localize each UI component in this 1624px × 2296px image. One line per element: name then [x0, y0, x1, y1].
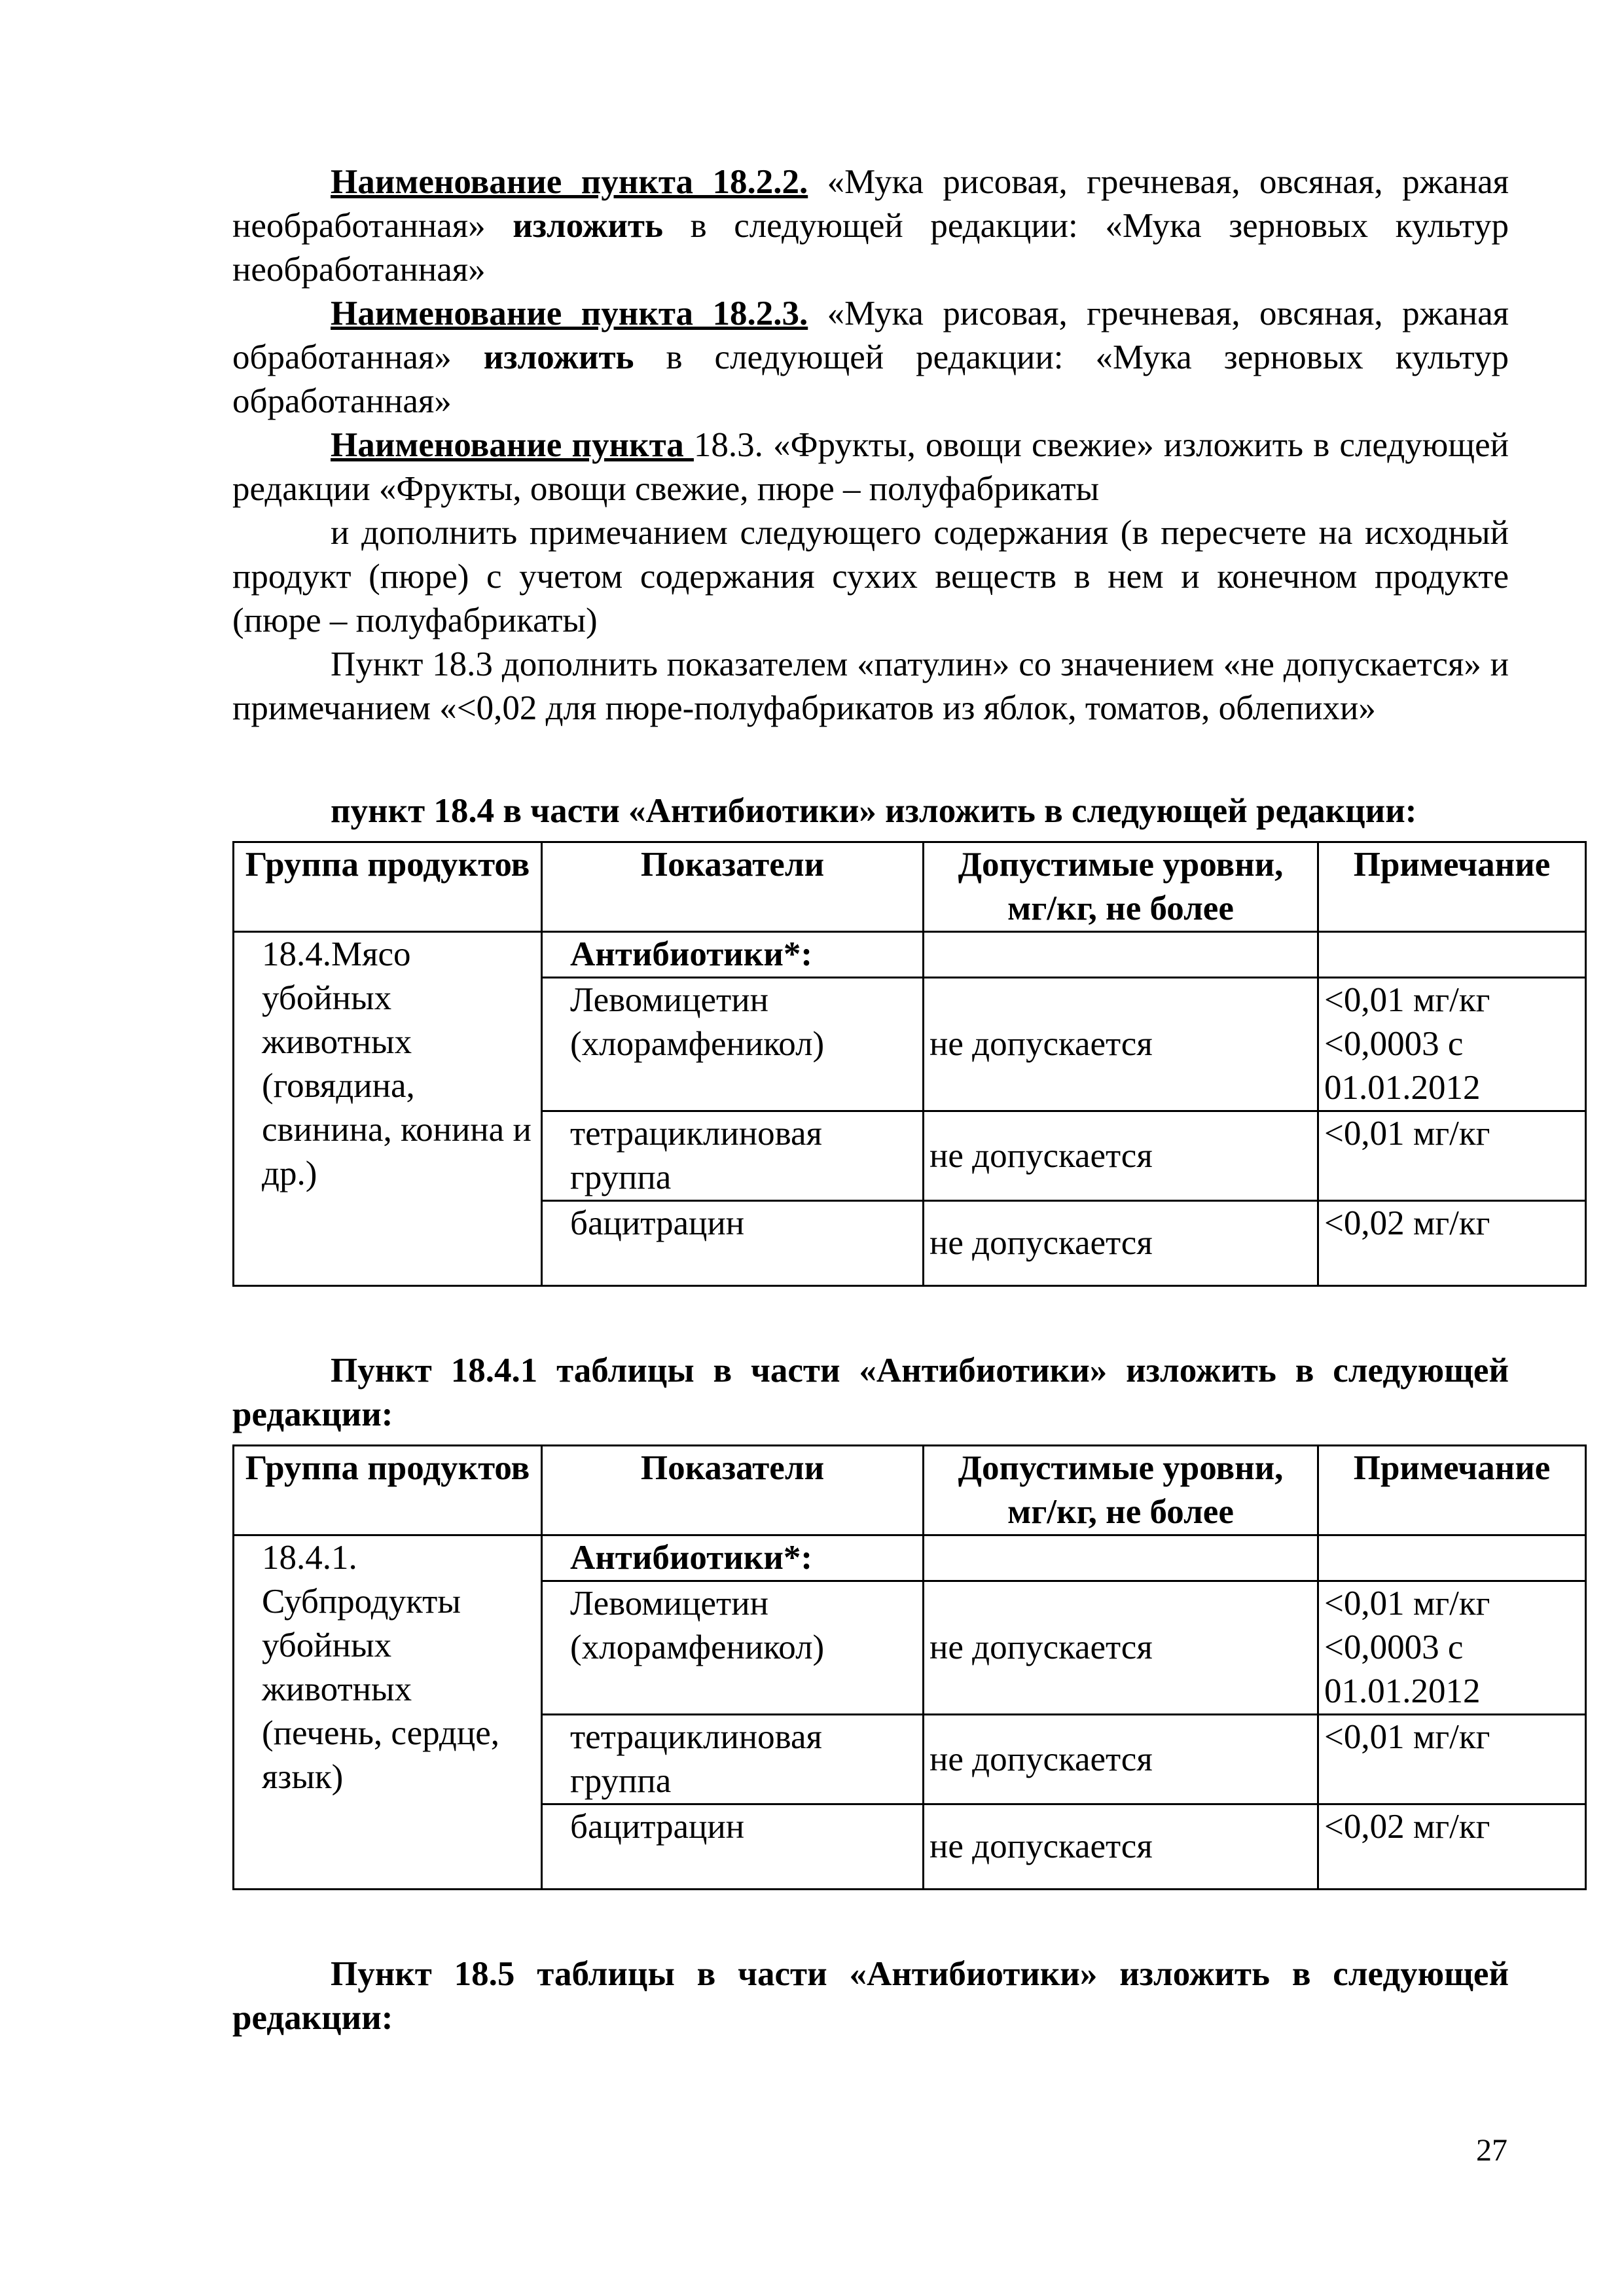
note-cell: <0,02 мг/кг	[1318, 1201, 1586, 1286]
group-cell: 18.4.1. Субпродукты убойных животных (печень, сердце, язык)	[234, 1535, 542, 1890]
header-group: Группа продуктов	[234, 1446, 542, 1535]
note-cell: <0,01 мг/кг <0,0003 с 01.01.2012	[1318, 978, 1586, 1111]
item-label: Наименование пункта 18.2.2.	[331, 163, 808, 201]
page-number: 27	[1476, 2133, 1507, 2168]
paragraph-patulin: Пункт 18.3 дополнить показателем «патулин» со значением «не допускается» и примечанием «<0,02 для пюре-полуфабрикатов из яблок, томатов, облепихи»	[232, 645, 1509, 727]
table-header-row	[234, 1446, 1586, 1535]
level-cell: не допускается	[924, 1804, 1318, 1890]
note-cell: <0,01 мг/кг <0,0003 с 01.01.2012	[1318, 1581, 1586, 1715]
level-cell: не допускается	[924, 1715, 1318, 1804]
paragraph-text: в следующей редакции: «Мука зерновых культур необработанная»	[232, 207, 1509, 289]
header-note: Примечание	[1318, 842, 1586, 932]
header-note: Примечание	[1318, 1446, 1586, 1535]
paragraph-text: в следующей редакции: «Мука зерновых культур обработанная»	[232, 338, 1509, 420]
table-header-row	[234, 842, 1586, 932]
level-cell: не допускается	[924, 1201, 1318, 1286]
indicator-cell: бацитрацин	[542, 1201, 924, 1286]
level-cell: не допускается	[924, 1581, 1318, 1715]
indicator-cell: тетрациклиновая группа	[542, 1715, 924, 1804]
paragraph-18-2-2	[232, 160, 1509, 292]
bold-word: изложить	[513, 207, 663, 245]
table-18-4-1	[232, 1444, 1587, 1890]
header-indicators: Показатели	[542, 842, 924, 932]
indicator-cell: Левомицетин (хлорамфеникол)	[542, 978, 924, 1111]
table-row	[234, 1535, 1586, 1581]
indicator-cell: бацитрацин	[542, 1804, 924, 1890]
heading-18-4-1: Пункт 18.4.1 таблицы в части «Антибиотики» изложить в следующей редакции:	[232, 1352, 1509, 1433]
indicator-cell: тетрациклиновая группа	[542, 1111, 924, 1201]
document-page	[232, 160, 1551, 2040]
heading-18-4: пункт 18.4 в части «Антибиотики» изложить в следующей редакции:	[331, 792, 1417, 830]
antibiotics-label: Антибиотики*:	[542, 1535, 924, 1581]
table-18-4	[232, 841, 1587, 1287]
paragraph-note: и дополнить примечанием следующего содержания (в пересчете на исходный продукт (пюре) с учетом содержания сухих веществ в нем и конечном продукте (пюре – полуфабрикаты)	[232, 514, 1509, 639]
indicator-cell: Левомицетин (хлорамфеникол)	[542, 1581, 924, 1715]
heading-18-5: Пункт 18.5 таблицы в части «Антибиотики» изложить в следующей редакции:	[232, 1955, 1509, 2037]
header-group: Группа продуктов	[234, 842, 542, 932]
level-cell: не допускается	[924, 1111, 1318, 1201]
item-label: Наименование пункта	[331, 426, 694, 464]
antibiotics-label: Антибиотики*:	[542, 932, 924, 978]
header-levels: Допустимые уровни, мг/кг, не более	[924, 842, 1318, 932]
group-cell: 18.4.Мясо убойных животных (говядина, свинина, конина и др.)	[234, 932, 542, 1286]
note-cell: <0,01 мг/кг	[1318, 1111, 1586, 1201]
paragraph-text: «Мука рисовая, гречневая, овсяная, ржаная обработанная»	[232, 295, 1509, 376]
table-row	[234, 932, 1586, 978]
paragraph-18-2-3	[232, 292, 1509, 423]
level-cell: не допускается	[924, 978, 1318, 1111]
paragraph-text: 18.3. «Фрукты, овощи свежие» изложить в следующей редакции «Фрукты, овощи свежие, пюре – полуфабрикаты	[232, 426, 1509, 508]
bold-word: изложить	[483, 338, 634, 376]
paragraph-18-3	[232, 423, 1509, 511]
item-label: Наименование пункта 18.2.3.	[331, 295, 808, 332]
header-levels: Допустимые уровни, мг/кг, не более	[924, 1446, 1318, 1535]
note-cell: <0,01 мг/кг	[1318, 1715, 1586, 1804]
note-cell: <0,02 мг/кг	[1318, 1804, 1586, 1890]
paragraph-text: «Мука рисовая, гречневая, овсяная, ржаная необработанная»	[232, 163, 1509, 245]
header-indicators: Показатели	[542, 1446, 924, 1535]
